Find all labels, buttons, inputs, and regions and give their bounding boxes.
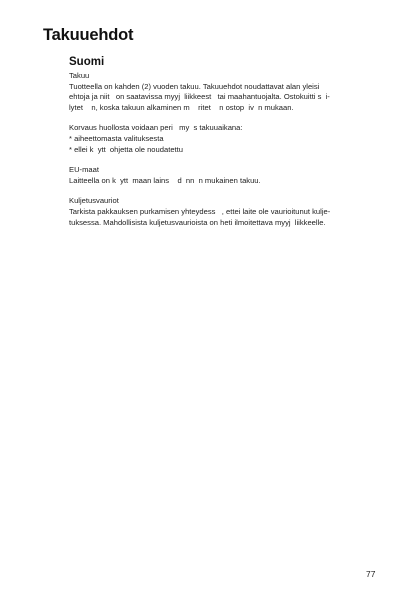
text-line: Tuotteella on kahden (2) vuoden takuu. Takuuehdot noudattavat alan yleisi bbox=[69, 81, 320, 91]
text-line: Takuu bbox=[69, 71, 90, 80]
page-number: 77 bbox=[366, 569, 376, 579]
text-line: tuksessa. Mahdollisista kuljetusvaurioista on heti ilmoitettava myyj liikkeelle. bbox=[69, 217, 326, 227]
text-line: Kuljetusvauriot bbox=[69, 196, 119, 206]
service-charge-paragraph bbox=[69, 123, 379, 155]
text-line: Korvaus huollosta voidaan peri my s takuuaikana: bbox=[69, 123, 243, 133]
text-line: * ellei k ytt ohjetta ole noudatettu bbox=[69, 144, 183, 154]
text-line: * aiheettomasta valituksesta bbox=[69, 133, 164, 143]
text-line: EU-maat bbox=[69, 165, 99, 175]
text-line: Tarkista pakkauksen purkamisen yhteydess , ettei laite ole vaurioitunut kulje- bbox=[69, 206, 331, 216]
page-title: Takuuehdot bbox=[43, 26, 134, 44]
text-line: Laitteella on k ytt maan lains d nn n mukainen takuu. bbox=[69, 175, 261, 185]
text-line: ehtoja ja niit on saatavissa myyj liikkeest tai maahantuojalta. Ostokuitti s i- bbox=[69, 92, 330, 102]
transport-damage-paragraph bbox=[69, 196, 379, 228]
warranty-paragraph bbox=[69, 71, 379, 113]
section-title: Suomi bbox=[69, 56, 105, 68]
text-line: lytet n, koska takuun alkaminen m ritet n ostop iv n mukaan. bbox=[69, 102, 294, 112]
eu-countries-paragraph bbox=[69, 165, 379, 186]
content-column bbox=[69, 55, 379, 228]
